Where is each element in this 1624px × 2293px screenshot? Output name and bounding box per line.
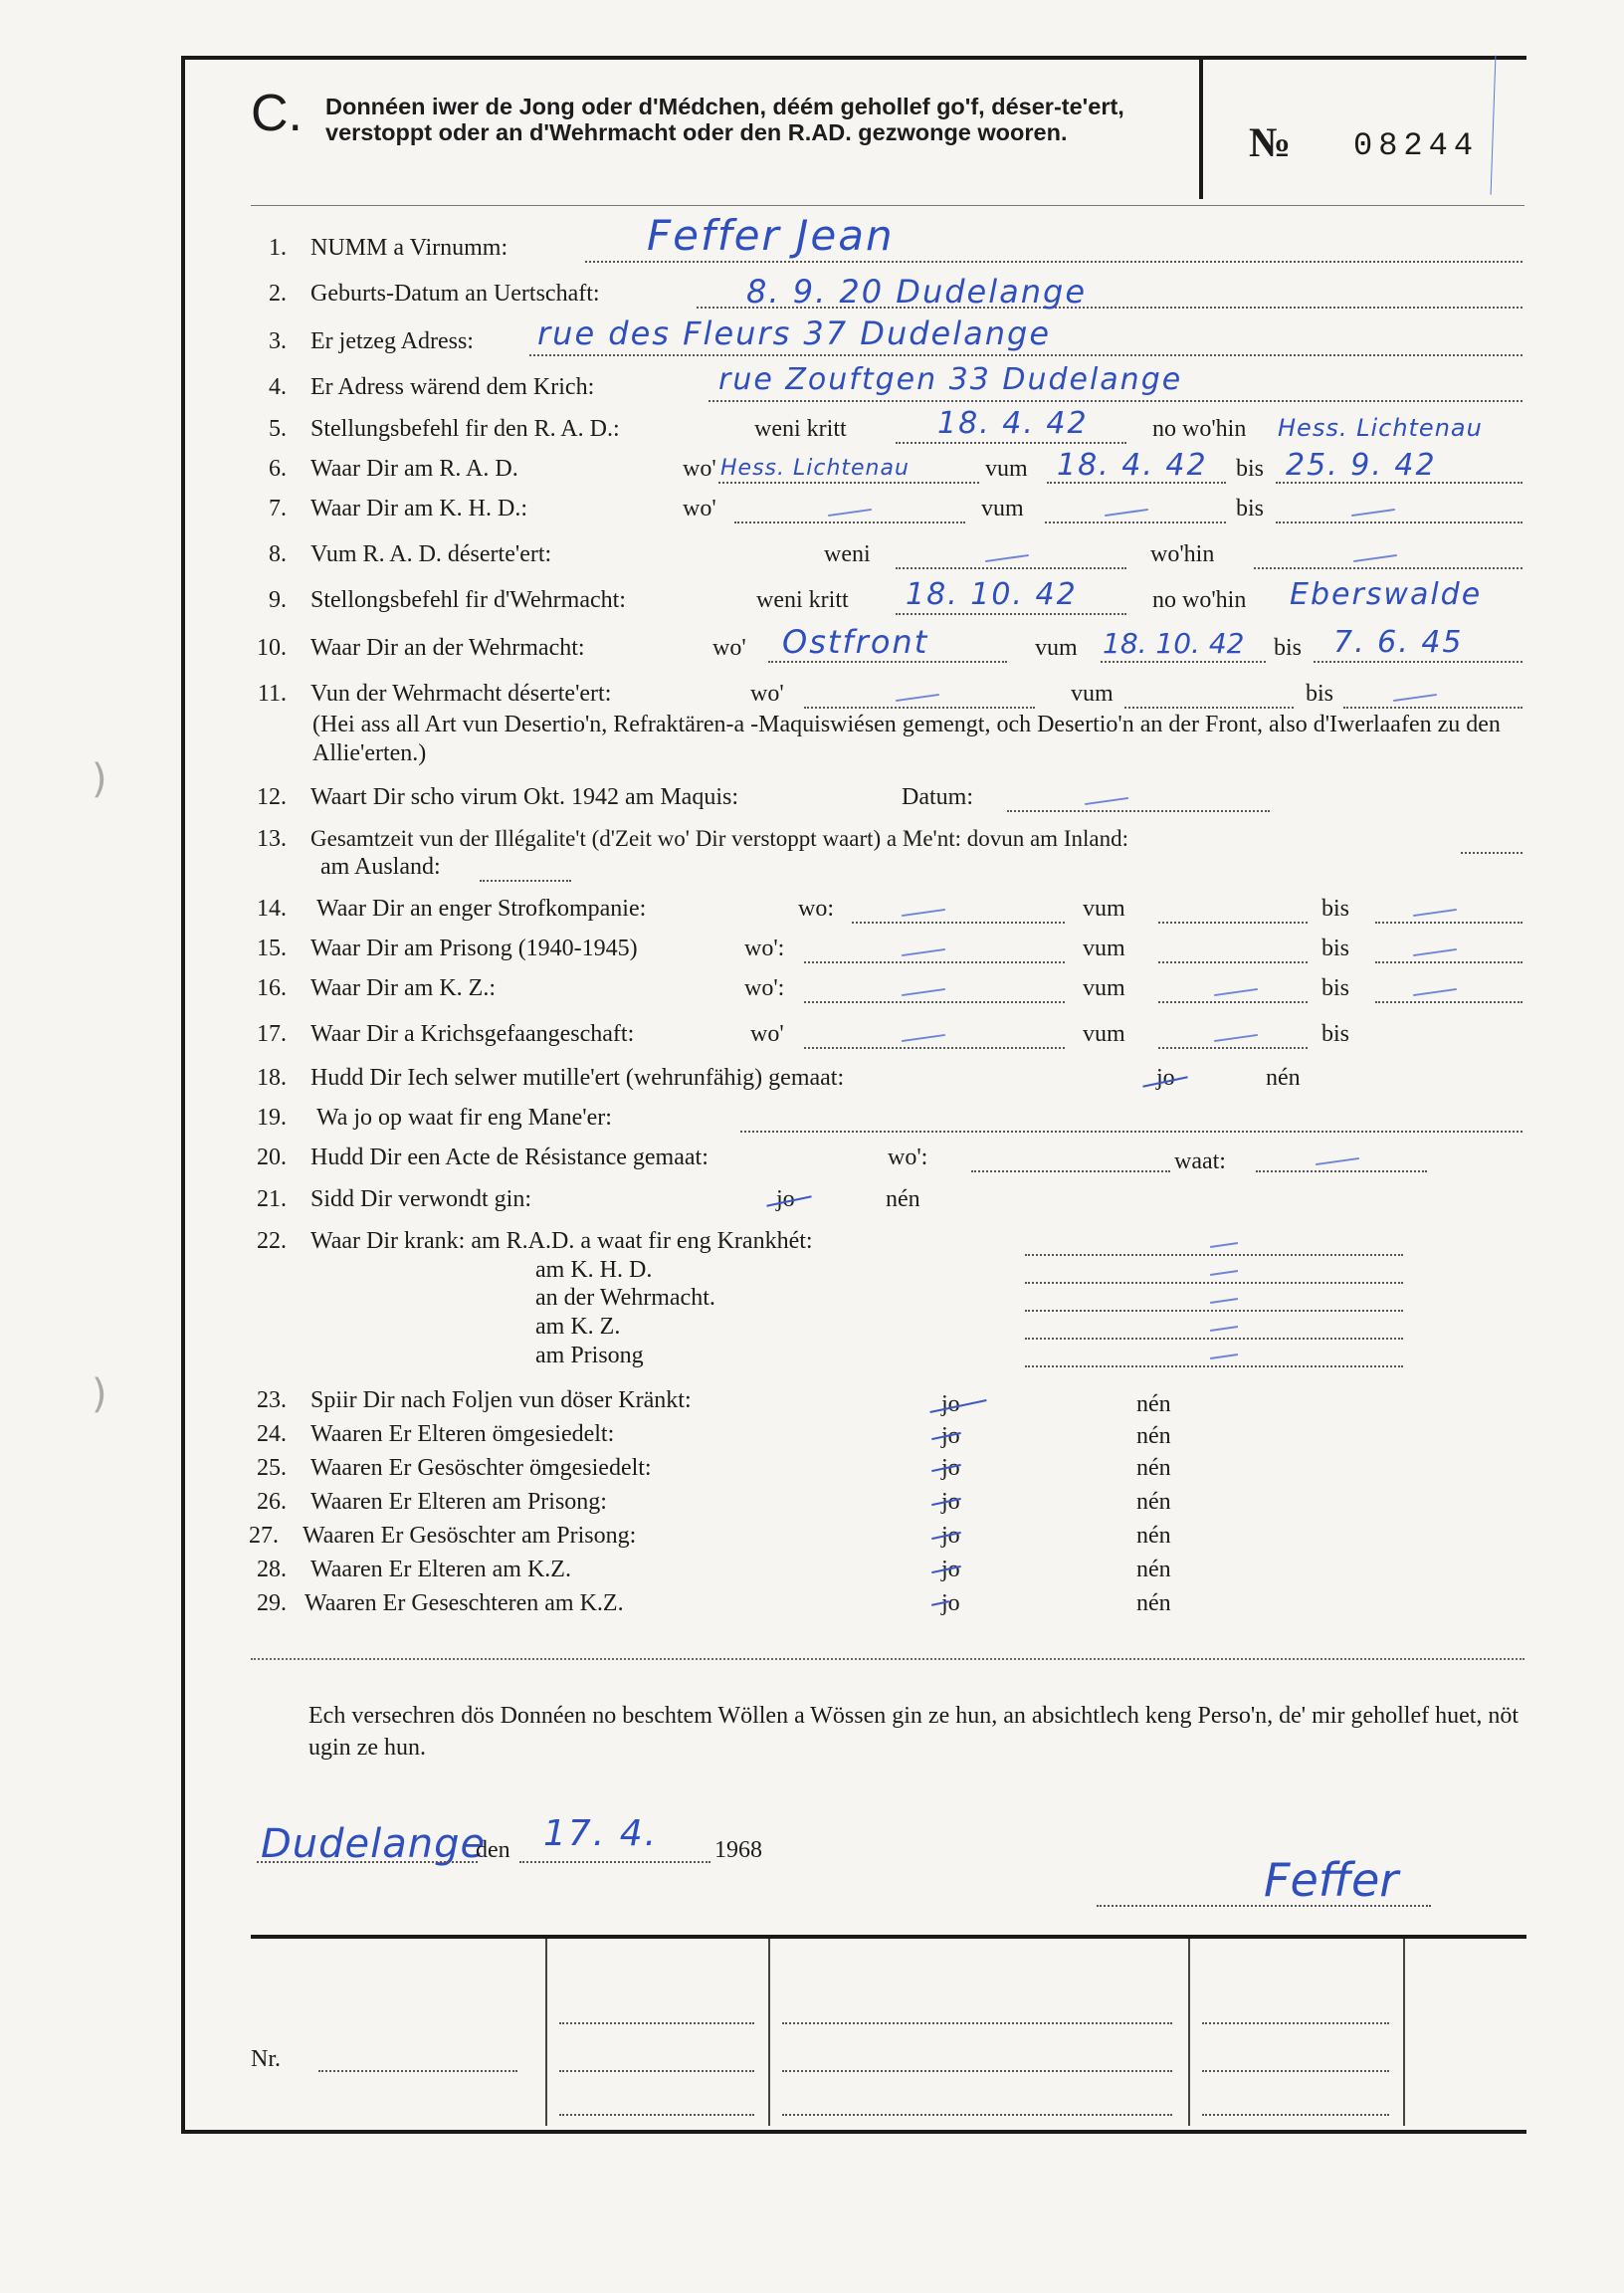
blank-dash — [1214, 1034, 1258, 1042]
fill-line — [1025, 1310, 1403, 1312]
den-label: den — [476, 1837, 510, 1863]
item-sublabel: am Prisong — [535, 1343, 644, 1368]
blank-dash — [1393, 694, 1437, 702]
number-sign: № — [1249, 120, 1292, 166]
handwritten-rad-order-date: 18. 4. 42 — [937, 406, 1089, 441]
fill-line — [1045, 521, 1226, 523]
blank-dash — [1413, 948, 1457, 956]
form-number: 08244 — [1353, 127, 1480, 164]
blank-dash — [985, 554, 1029, 562]
year-label: 1968 — [714, 1837, 762, 1863]
footer-top-border — [251, 1935, 1526, 1939]
fill-line — [1007, 810, 1270, 812]
handwritten-wm-order-place: Eberswalde — [1290, 577, 1483, 612]
header-divider — [1199, 60, 1203, 199]
item-sublabel: bis — [1321, 975, 1350, 1001]
handwritten-rad-where: Hess. Lichtenau — [720, 456, 910, 481]
item-label: Waar Dir am R. A. D. — [310, 456, 518, 482]
option-nen: nén — [1266, 1065, 1301, 1091]
blank-dash — [1085, 797, 1128, 805]
fill-line — [480, 880, 571, 882]
fill-line — [559, 2022, 754, 2024]
fill-line — [519, 1861, 710, 1863]
fill-line — [1158, 1001, 1308, 1003]
item-label: Waaren Er Geseschteren am K.Z. — [304, 1590, 624, 1616]
fill-line — [804, 1047, 1065, 1049]
item-label: Sidd Dir verwondt gin: — [310, 1186, 531, 1212]
item-number: 26. — [257, 1489, 287, 1515]
option-jo: jo — [941, 1523, 960, 1549]
option-nen: nén — [1136, 1391, 1171, 1417]
fill-line — [257, 1861, 478, 1863]
nr-label: Nr. — [251, 2046, 281, 2072]
blank-dash — [1105, 509, 1148, 517]
handwritten-wm-where: Ostfront — [782, 623, 929, 661]
blank-dash — [1413, 988, 1457, 996]
item-number: 16. — [257, 975, 287, 1001]
fill-line — [740, 1131, 1522, 1133]
item-sublabel: am K. Z. — [535, 1314, 621, 1340]
item-sublabel: bis — [1236, 496, 1265, 521]
fill-line — [1025, 1338, 1403, 1340]
item-number: 25. — [257, 1455, 287, 1481]
fill-line — [1461, 852, 1522, 854]
declaration-text: Ech versechren dös Donnéen no beschtem Wöllen a Wössen gin ze hun, an absichtlech keng Perso'n, de' mir gehollef huet, nöt ugin ze hun. — [308, 1703, 1520, 1761]
item-number: 24. — [257, 1421, 287, 1447]
fill-line — [1343, 707, 1522, 709]
item-number: 14. — [257, 896, 287, 922]
item-label: Stellungsbefehl fir den R. A. D.: — [310, 416, 620, 442]
handwritten-rad-to: 25. 9. 42 — [1286, 448, 1437, 483]
option-nen: nén — [1136, 1455, 1171, 1481]
blank-dash — [828, 509, 872, 517]
item-label: Waaren Er Gesöschter am Prisong: — [303, 1523, 637, 1549]
item-sublabel: wo' — [750, 1021, 784, 1047]
item-label: Waar Dir a Krichsgefaangeschaft: — [310, 1021, 635, 1047]
item-label: Er Adress wärend dem Krich: — [310, 374, 595, 400]
item-label: Waar Dir am K. Z.: — [310, 975, 496, 1001]
option-jo: jo — [941, 1455, 960, 1481]
item-sublabel: vum — [985, 456, 1028, 482]
item-number: 28. — [257, 1557, 287, 1582]
item-number: 15. — [257, 936, 287, 961]
header-underline — [251, 205, 1524, 206]
item-number: 2. — [269, 281, 287, 307]
fill-line — [1025, 1365, 1403, 1367]
frame-bottom-border — [181, 2130, 1526, 2134]
blank-dash — [1210, 1354, 1238, 1359]
item-label: Waaren Er Elteren am Prisong: — [310, 1489, 607, 1515]
item-number: 22. — [257, 1228, 287, 1254]
blank-dash — [1210, 1298, 1238, 1304]
item-label: Waar Dir krank: am R.A.D. a waat fir eng Krankhét: — [310, 1228, 813, 1254]
fill-line — [852, 922, 1065, 924]
fill-line — [1375, 1001, 1522, 1003]
item-sublabel: wo' — [712, 635, 746, 661]
item-number: 3. — [269, 328, 287, 354]
item-label: Waaren Er Gesöschter ömgesiedelt: — [310, 1455, 652, 1481]
item-label: Waart Dir scho virum Okt. 1942 am Maquis: — [310, 784, 738, 810]
item-sublabel: waat: — [1174, 1148, 1226, 1174]
item-number: 23. — [257, 1387, 287, 1413]
handwritten-war-address: rue Zouftgen 33 Dudelange — [718, 362, 1183, 397]
item-label: Spiir Dir nach Foljen vun döser Kränkt: — [310, 1387, 692, 1413]
item-sublabel: wo' — [683, 496, 716, 521]
blank-dash — [1210, 1326, 1238, 1332]
blank-dash — [902, 909, 945, 917]
fill-line — [782, 2022, 1172, 2024]
item-number: 19. — [257, 1105, 287, 1131]
fill-line — [1254, 567, 1522, 569]
item-sublabel: vum — [1071, 681, 1114, 707]
fill-line — [1124, 707, 1294, 709]
item-number: 6. — [269, 456, 287, 482]
item-sublabel: bis — [1274, 635, 1303, 661]
item-number: 13. — [257, 826, 287, 852]
item-label: Waar Dir am K. H. D.: — [310, 496, 528, 521]
item-sublabel: wo' — [683, 456, 716, 482]
footer-column-divider — [1403, 1939, 1405, 2126]
item-number: 27. — [249, 1523, 279, 1549]
handwritten-place: Dudelange — [261, 1821, 487, 1867]
item-label: Vum R. A. D. déserte'ert: — [310, 541, 552, 567]
footer-column-divider — [545, 1939, 547, 2126]
handwritten-birth: 8. 9. 20 Dudelange — [746, 273, 1087, 311]
item-label: NUMM a Virnumm: — [310, 235, 508, 261]
item-sublabel: am K. H. D. — [535, 1257, 653, 1283]
option-nen: nén — [1136, 1489, 1171, 1515]
option-nen: nén — [886, 1186, 920, 1212]
item-label: Geburts-Datum an Uertschaft: — [310, 281, 600, 307]
blank-dash — [902, 948, 945, 956]
item-sublabel: wo' — [750, 681, 784, 707]
option-nen: nén — [1136, 1557, 1171, 1582]
fill-line — [1256, 1170, 1427, 1172]
item-number: 4. — [269, 374, 287, 400]
item-label: Er jetzeg Adress: — [310, 328, 474, 354]
option-nen: nén — [1136, 1423, 1171, 1449]
fill-line — [318, 2070, 517, 2072]
item-label: Stellongsbefehl fir d'Wehrmacht: — [310, 587, 626, 613]
item-note: (Hei ass all Art vun Desertio'n, Refraktären-a -Maquiswiésen gemengt, och Desertio'n an der Front, also d'Iwerlaafen zu den Allie'erten.) — [312, 712, 1501, 766]
item-number: 21. — [257, 1186, 287, 1212]
blank-dash — [896, 694, 939, 702]
fill-line — [782, 2070, 1172, 2072]
item-number: 11. — [257, 681, 287, 707]
footer-column-divider — [768, 1939, 770, 2126]
option-jo: jo — [941, 1489, 960, 1515]
item-sublabel: wo': — [744, 975, 785, 1001]
item-label: Waar Dir an enger Strofkompanie: — [316, 896, 647, 922]
item-sublabel: no wo'hin — [1152, 587, 1247, 613]
item-sublabel: bis — [1321, 896, 1350, 922]
item-sublabel: wo': — [888, 1145, 928, 1170]
item-number: 5. — [269, 416, 287, 442]
item-sublabel: wo': — [744, 936, 785, 961]
fill-line — [971, 1170, 1170, 1172]
fill-line — [1202, 2022, 1389, 2024]
fill-line — [1202, 2070, 1389, 2072]
fill-line — [896, 613, 1126, 615]
section-letter: C. — [251, 85, 303, 142]
fill-line — [804, 961, 1065, 963]
handwritten-wm-order-date: 18. 10. 42 — [906, 577, 1078, 612]
item-label: Vun der Wehrmacht déserte'ert: — [310, 681, 612, 707]
option-jo: jo — [941, 1391, 960, 1417]
item-number: 1. — [269, 235, 287, 261]
option-jo: jo — [1156, 1065, 1175, 1091]
fill-line — [734, 521, 965, 523]
fill-line — [1101, 661, 1266, 663]
blank-dash — [1210, 1270, 1238, 1276]
option-jo: jo — [941, 1423, 960, 1449]
item-number: 8. — [269, 541, 287, 567]
fill-line — [1158, 961, 1308, 963]
blank-dash — [1214, 988, 1258, 996]
item-sublabel: bis — [1236, 456, 1265, 482]
item-label: Waar Dir an der Wehrmacht: — [310, 635, 585, 661]
item-sublabel: weni kritt — [756, 587, 849, 613]
fill-line — [559, 2114, 754, 2116]
item-label: Wa jo op waat fir eng Mane'er: — [316, 1105, 612, 1131]
item-sublabel: wo'hin — [1150, 541, 1215, 567]
fill-line — [709, 400, 1522, 402]
item-sublabel: vum — [1083, 896, 1125, 922]
handwritten-date: 17. 4. — [543, 1813, 659, 1854]
handwritten-rad-from: 18. 4. 42 — [1057, 448, 1208, 483]
item-sublabel: Datum: — [902, 784, 973, 810]
blank-dash — [1353, 554, 1397, 562]
fill-line — [768, 661, 1007, 663]
fill-line — [1314, 661, 1522, 663]
item-label: Waar Dir am Prisong (1940-1945) — [310, 936, 638, 961]
section-separator — [251, 1658, 1524, 1660]
item-sublabel: no wo'hin — [1152, 416, 1247, 442]
fill-line — [1202, 2114, 1389, 2116]
fill-line — [896, 567, 1126, 569]
frame-top-border — [181, 56, 1526, 60]
fill-line — [1158, 1047, 1308, 1049]
item-number: 9. — [269, 587, 287, 613]
fill-line — [559, 2070, 754, 2072]
handwritten-wm-from: 18. 10. 42 — [1103, 627, 1245, 660]
handwritten-rad-order-place: Hess. Lichtenau — [1278, 414, 1483, 442]
section-heading: Donnéen iwer de Jong oder d'Médchen, déém gehollef go'f, déser-te'ert, verstoppt oder an d'Wehrmacht oder den R.AD. gezwonge wooren. — [325, 94, 1124, 145]
item-number: 29. — [257, 1590, 287, 1616]
fill-line — [1025, 1254, 1403, 1256]
blank-dash — [1413, 909, 1457, 917]
item-number: 18. — [257, 1065, 287, 1091]
item-sublabel: vum — [1083, 975, 1125, 1001]
handwritten-signature: Feffer — [1264, 1853, 1399, 1907]
footer-column-divider — [1188, 1939, 1190, 2126]
item-number: 7. — [269, 496, 287, 521]
option-nen: nén — [1136, 1590, 1171, 1616]
item-label: Waaren Er Elteren am K.Z. — [310, 1557, 571, 1582]
frame-left-border — [181, 56, 185, 2133]
blank-dash — [902, 988, 945, 996]
item-sublabel: wo: — [798, 896, 834, 922]
item-sublabel: weni — [824, 541, 871, 567]
fill-line — [1375, 961, 1522, 963]
item-sublabel: bis — [1321, 1021, 1350, 1047]
fill-line — [782, 2114, 1172, 2116]
fill-line — [1025, 1282, 1403, 1284]
item-number: 17. — [257, 1021, 287, 1047]
blank-dash — [1210, 1242, 1238, 1248]
item-sublabel: am Ausland: — [320, 854, 441, 880]
item-sublabel: an der Wehrmacht. — [535, 1285, 715, 1311]
fill-line — [896, 442, 1126, 444]
option-jo: jo — [776, 1186, 795, 1212]
fill-line — [1375, 922, 1522, 924]
fill-line — [718, 482, 979, 484]
item-number: 12. — [257, 784, 287, 810]
item-number: 20. — [257, 1145, 287, 1170]
fill-line — [529, 354, 1522, 356]
item-label: Gesamtzeit vun der Illégalite't (d'Zeit wo' Dir verstoppt waart) a Me'nt: dovun am Inland: — [310, 826, 1128, 851]
item-sublabel: vum — [981, 496, 1024, 521]
option-jo: jo — [941, 1590, 960, 1616]
option-jo: jo — [941, 1557, 960, 1582]
fill-line — [804, 707, 1035, 709]
item-label: Waaren Er Elteren ömgesiedelt: — [310, 1421, 615, 1447]
item-sublabel: vum — [1083, 936, 1125, 961]
blank-dash — [1351, 509, 1395, 517]
punch-hole-icon: ) — [92, 1371, 107, 1417]
fill-line — [804, 1001, 1065, 1003]
fill-line — [1158, 922, 1308, 924]
item-sublabel: bis — [1321, 936, 1350, 961]
handwritten-name: Feffer Jean — [647, 211, 895, 260]
handwritten-address: rue des Fleurs 37 Dudelange — [537, 314, 1051, 352]
blank-dash — [902, 1034, 945, 1042]
item-label: Hudd Dir Iech selwer mutille'ert (wehrunfähig) gemaat: — [310, 1065, 845, 1091]
fill-line — [1276, 521, 1522, 523]
item-sublabel: vum — [1083, 1021, 1125, 1047]
punch-hole-icon: ) — [92, 756, 107, 802]
fill-line — [585, 261, 1522, 263]
item-number: 10. — [257, 635, 287, 661]
blank-dash — [1316, 1157, 1359, 1165]
handwritten-wm-to: 7. 6. 45 — [1333, 625, 1464, 660]
item-sublabel: weni kritt — [754, 416, 847, 442]
pen-mark — [1491, 56, 1517, 196]
option-nen: nén — [1136, 1523, 1171, 1549]
item-sublabel: bis — [1306, 681, 1334, 707]
item-sublabel: vum — [1035, 635, 1078, 661]
item-label: Hudd Dir een Acte de Résistance gemaat: — [310, 1145, 709, 1170]
